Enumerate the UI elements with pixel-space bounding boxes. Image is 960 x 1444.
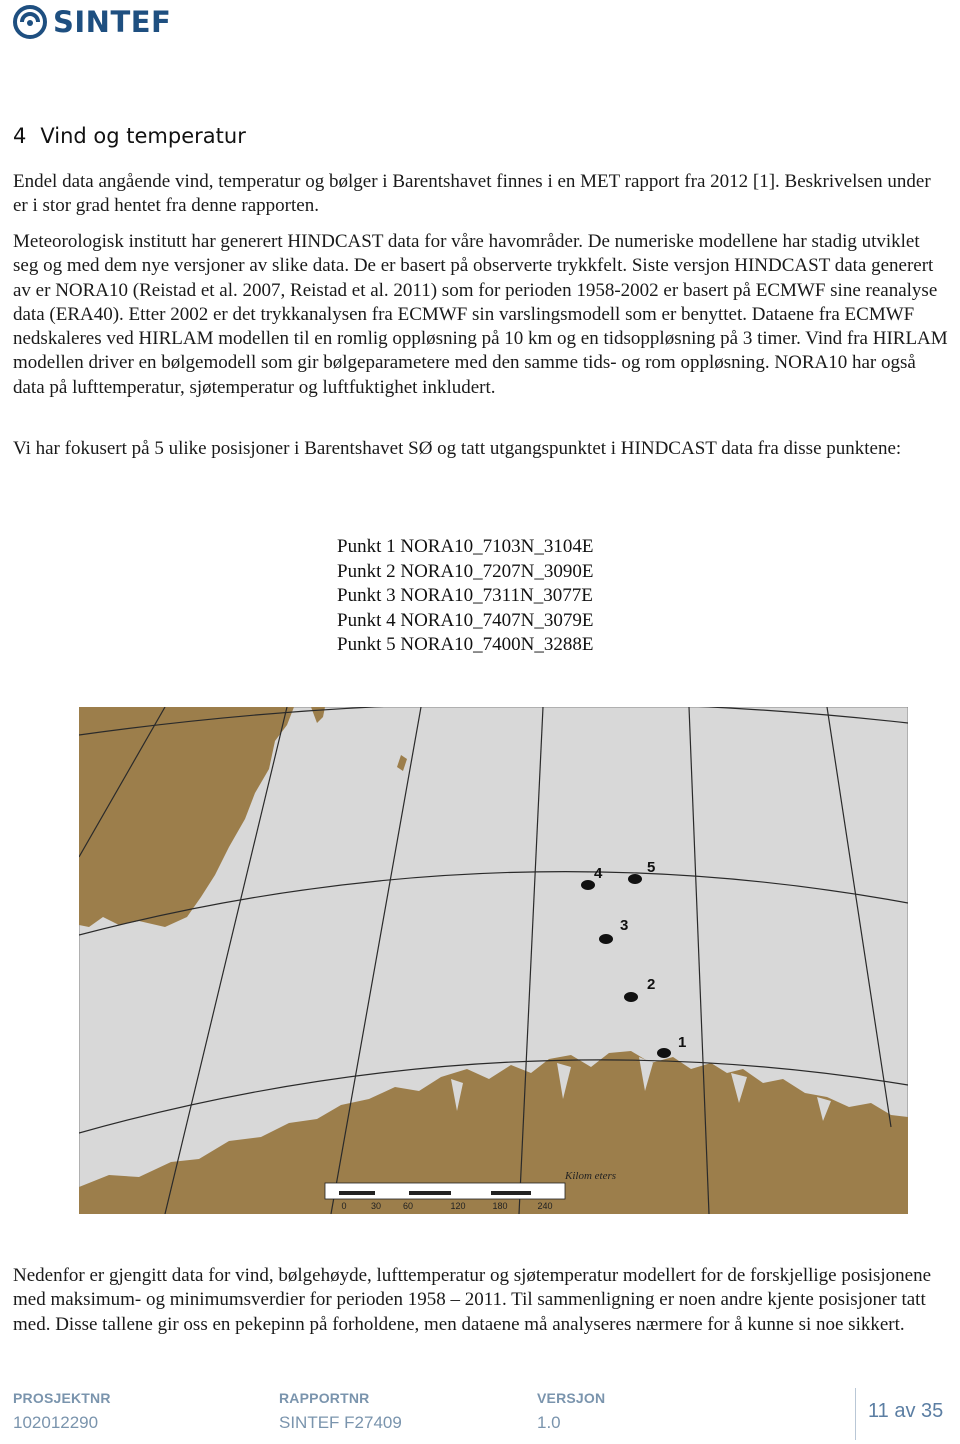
sintef-logo bbox=[13, 4, 171, 40]
map-marker-4 bbox=[581, 880, 595, 890]
section-number: 4 bbox=[13, 124, 27, 148]
footer-report bbox=[279, 1390, 402, 1440]
project-number: 102012290 bbox=[13, 1413, 99, 1432]
map-label-5: 5 bbox=[647, 859, 656, 876]
scale-tick: 60 bbox=[402, 1201, 414, 1211]
project-label: PROSJEKTNR bbox=[13, 1390, 111, 1406]
paragraph-intro: Endel data angående vind, temperatur og bølger i Barentshavet finnes i en MET rapport fra 2012 [1]. Beskrivelsen under er i stor grad hentet fra denne rapporten. bbox=[13, 171, 931, 217]
map-marker-5 bbox=[628, 874, 642, 884]
point-list bbox=[337, 535, 594, 658]
map-marker-2 bbox=[624, 992, 638, 1002]
footer-divider bbox=[855, 1388, 856, 1440]
point-item: Punkt 2 NORA10_7207N_3090E bbox=[337, 560, 594, 582]
report-number: SINTEF F27409 bbox=[279, 1413, 402, 1432]
map-label-2: 2 bbox=[647, 976, 656, 993]
scale-tick: 0 bbox=[341, 1201, 347, 1211]
paragraph-hindcast: Meteorologisk institutt har generert HINDCAST data for våre havområder. De numeriske modellene har stadig utviklet seg og med dem nye versjoner av slike data. De er basert på observerte trykkfelt. Siste versjon HINDCAST data generert av er NORA10 (Reistad et al. 2007, Reistad et al. 2011) som for perioden 1958-2002 er basert på ECMWF sine reanalyse data (ERA40). Etter 2002 er det trykkanalysen fra ECMWF sin varslingsmodell som er benyttet. Dataene fra ECMWF nedskaleres ved HIRLAM modellen til en romlig oppløsning på 10 km og en tidsoppløsning på 3 timer. Vind fra HIRLAM modellen driver en bølgemodell som gir bølgeparametere med den samme tids- og rom oppløsning. NORA10 har også data på lufttemperatur, sjøtemperatur og luftfuktighet inkludert. bbox=[13, 231, 948, 398]
brand-name: SINTEF bbox=[53, 5, 172, 39]
point-item: Punkt 4 NORA10_7407N_3079E bbox=[337, 609, 594, 631]
barents-sea-map bbox=[79, 707, 908, 1214]
scale-unit: Kilom eters bbox=[565, 1170, 617, 1182]
report-label: RAPPORTNR bbox=[279, 1390, 370, 1406]
map-marker-1 bbox=[657, 1048, 671, 1058]
point-item: Punkt 5 NORA10_7400N_3288E bbox=[337, 634, 594, 655]
point-item: Punkt 3 NORA10_7311N_3077E bbox=[337, 585, 593, 606]
footer-project bbox=[13, 1390, 111, 1440]
scale-tick: 240 bbox=[537, 1201, 553, 1211]
version-number: 1.0 bbox=[537, 1413, 561, 1432]
paragraph-data-summary: Nedenfor er gjengitt data for vind, bølgehøyde, lufttemperatur og sjøtemperatur modellert for de forskjellige posisjonene med maksimum- og minimumsverdier for perioden 1958 – 2011. Til sammenligning er noen andre kjente posisjoner tatt med. Disse tallene gir oss en pekepinn på forholdene, men dataene må analyseres nærmere for å kunne si noe sikkert. bbox=[13, 1265, 932, 1335]
map-label-3: 3 bbox=[620, 917, 629, 934]
version-label: VERSJON bbox=[537, 1390, 606, 1406]
paragraph-positions: Vi har fokusert på 5 ulike posisjoner i Barentshavet SØ og tatt utgangspunktet i HINDCAST data fra disse punktene: bbox=[13, 438, 902, 459]
sintef-logo-icon bbox=[13, 5, 47, 39]
point-item: Punkt 1 NORA10_7103N_3104E bbox=[337, 536, 594, 557]
section-title: Vind og temperatur bbox=[40, 124, 246, 148]
scale-tick: 180 bbox=[492, 1201, 508, 1211]
page-number: 11 av 35 bbox=[868, 1400, 944, 1422]
section-heading bbox=[13, 124, 246, 148]
map-label-4: 4 bbox=[594, 865, 603, 882]
scale-tick: 30 bbox=[370, 1201, 382, 1211]
footer-version bbox=[537, 1390, 605, 1440]
scale-tick: 120 bbox=[450, 1201, 466, 1211]
map-marker-3 bbox=[599, 934, 613, 944]
map-label-1: 1 bbox=[678, 1034, 687, 1051]
